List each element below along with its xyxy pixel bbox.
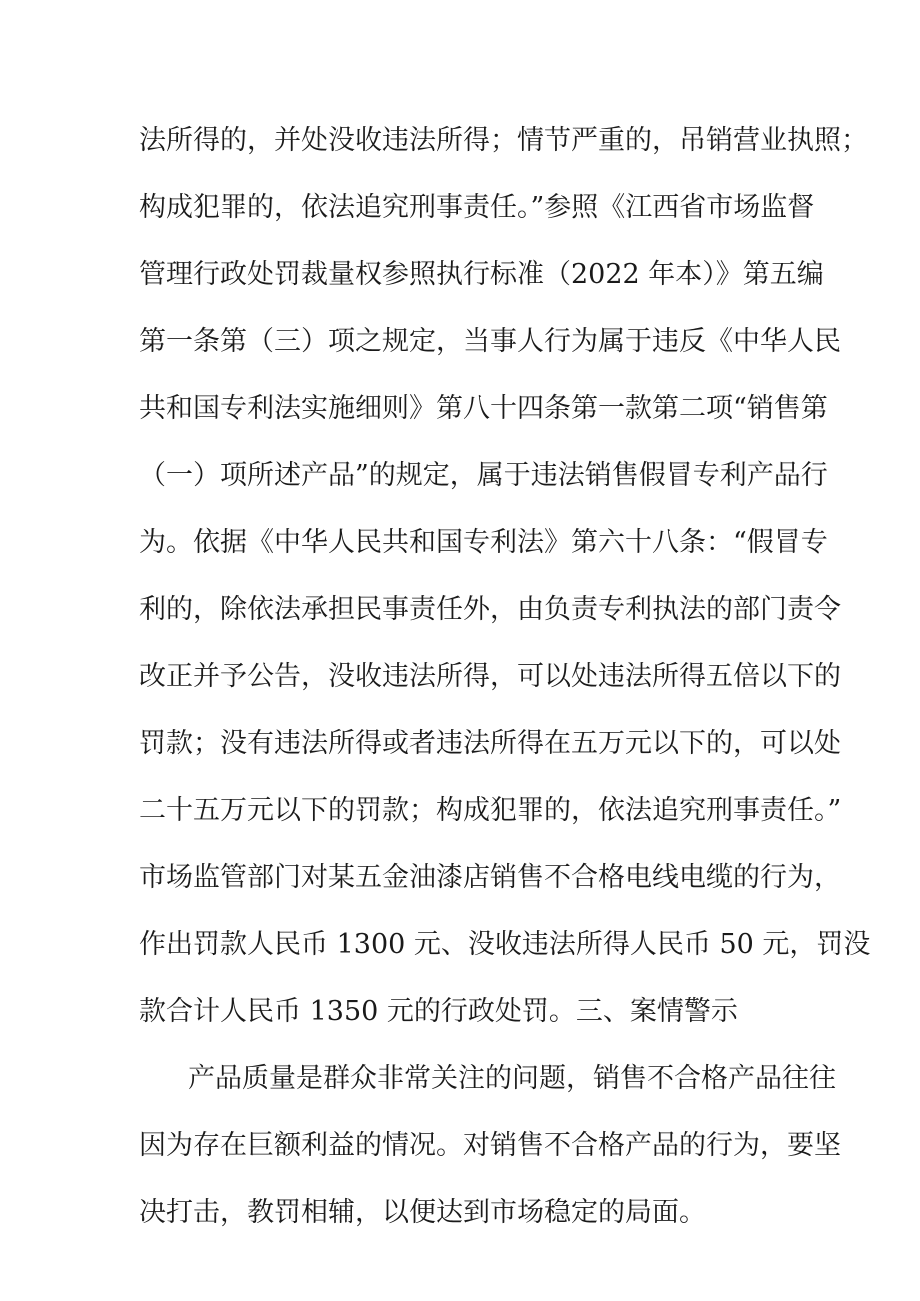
- text-line-1: 法所得的，并处没收违法所得；情节严重的，吊销营业执照；: [139, 125, 868, 156]
- text-line-6: （一）项所述产品”的规定，属于违法销售假冒专利产品行: [139, 460, 828, 491]
- text-line-9: 改正并予公告，没收违法所得，可以处违法所得五倍以下的: [139, 661, 841, 692]
- text-line-11: 二十五万元以下的罚款；构成犯罪的，依法追究刑事责任。”: [139, 795, 842, 826]
- text-line-3: 管理行政处罚裁量权参照执行标准（2022 年本）》第五编: [139, 259, 824, 290]
- text-line-10: 罚款；没有违法所得或者违法所得在五万元以下的，可以处: [139, 728, 841, 759]
- text-line-14: 款合计人民币 1350 元的行政处罚。三、案情警示: [139, 996, 738, 1027]
- text-line-17: 决打击，教罚相辅，以便达到市场稳定的局面。: [139, 1197, 706, 1228]
- text-line-8: 利的，除依法承担民事责任外，由负责专利执法的部门责令: [139, 594, 841, 625]
- text-line-5: 共和国专利法实施细则》第八十四条第一款第二项“销售第: [139, 393, 828, 424]
- text-line-13: 作出罚款人民币 1300 元、没收违法所得人民币 50 元，罚没: [139, 929, 871, 960]
- text-line-7: 为。依据《中华人民共和国专利法》第六十八条：“假冒专: [139, 527, 828, 558]
- paragraph-first-line: 产品质量是群众非常关注的问题，销售不合格产品往往: [188, 1063, 836, 1094]
- text-line-12: 市场监管部门对某五金油漆店销售不合格电线电缆的行为，: [139, 862, 841, 893]
- text-line-16: 因为存在巨额利益的情况。对销售不合格产品的行为，要坚: [139, 1130, 841, 1161]
- text-line-4: 第一条第（三）项之规定，当事人行为属于违反《中华人民: [139, 326, 841, 357]
- text-line-2: 构成犯罪的，依法追究刑事责任。”参照《江西省市场监督: [139, 192, 815, 223]
